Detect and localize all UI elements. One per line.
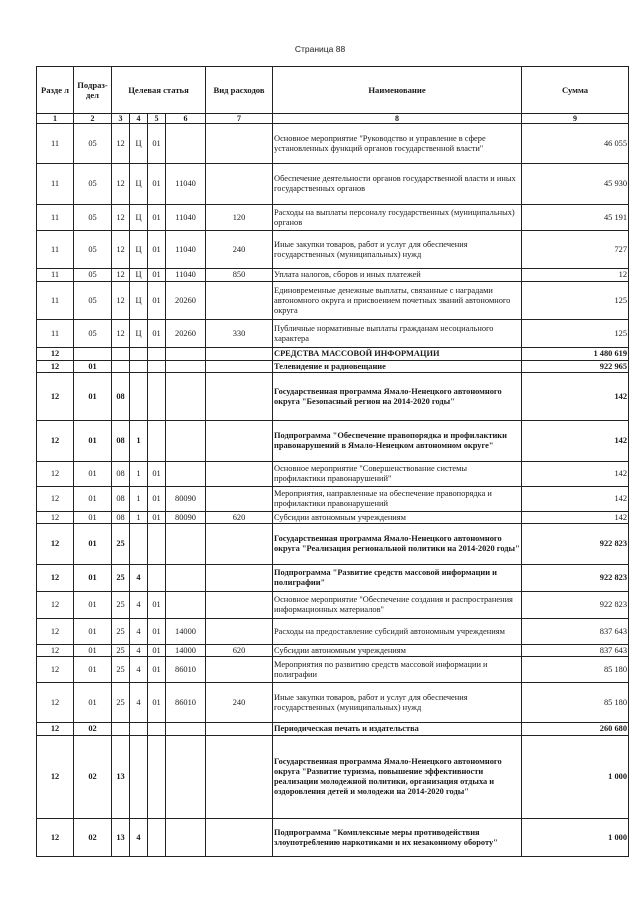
cell-target-2: Ц — [130, 164, 148, 205]
cell-target-2: 4 — [130, 565, 148, 592]
cell-razdel: 12 — [37, 421, 74, 462]
cell-target-2: 4 — [130, 819, 148, 857]
table-row — [37, 512, 629, 524]
cell-target-2: 4 — [130, 683, 148, 723]
cell-razdel: 12 — [37, 348, 74, 361]
cell-target-3: 01 — [148, 487, 166, 512]
cell-target-3: 01 — [148, 124, 166, 164]
cell-podrazdel: 02 — [74, 819, 112, 857]
cell-target-2 — [130, 723, 148, 736]
cell-name: Периодическая печать и издательства — [273, 723, 522, 736]
cell-vid — [206, 736, 273, 819]
cell-vid — [206, 565, 273, 592]
cell-podrazdel: 05 — [74, 164, 112, 205]
cell-target-2 — [130, 524, 148, 565]
cell-razdel: 12 — [37, 487, 74, 512]
cell-name: Расходы на выплаты персоналу государственных (муниципальных) органов — [273, 205, 522, 231]
cell-target-1: 13 — [112, 736, 130, 819]
cell-target-2: 1 — [130, 462, 148, 487]
table-row — [37, 565, 629, 592]
cell-name: Основное мероприятие "Обеспечение создания и распространения информационных материалов" — [273, 592, 522, 619]
cell-sum: 85 180 — [522, 657, 629, 683]
cell-target-4: 11040 — [166, 164, 206, 205]
cell-sum: 85 180 — [522, 683, 629, 723]
cell-sum: 922 823 — [522, 592, 629, 619]
cell-target-1: 12 — [112, 124, 130, 164]
cell-sum: 142 — [522, 512, 629, 524]
cell-target-2: 4 — [130, 645, 148, 657]
cell-razdel: 12 — [37, 619, 74, 645]
cell-sum: 142 — [522, 421, 629, 462]
cell-target-3: 01 — [148, 592, 166, 619]
col-header-razdel: Разде л — [37, 67, 74, 114]
cell-target-1 — [112, 723, 130, 736]
cell-name: Подпрограмма "Обеспечение правопорядка и профилактики правонарушений в Ямало-Ненецком автономном округе" — [273, 421, 522, 462]
table-row — [37, 164, 629, 205]
cell-name: Субсидии автономным учреждениям — [273, 512, 522, 524]
cell-target-2: 4 — [130, 657, 148, 683]
cell-sum: 125 — [522, 320, 629, 348]
col-header-sum: Сумма — [522, 67, 629, 114]
cell-sum: 1 000 — [522, 819, 629, 857]
cell-vid: 120 — [206, 205, 273, 231]
cell-target-1: 08 — [112, 421, 130, 462]
cell-target-2 — [130, 348, 148, 361]
cell-sum: 142 — [522, 462, 629, 487]
cell-name: Основное мероприятие "Совершенствование системы профилактики правонарушений" — [273, 462, 522, 487]
column-number: 3 — [112, 114, 130, 124]
table-row — [37, 819, 629, 857]
table-row — [37, 487, 629, 512]
cell-sum: 837 643 — [522, 619, 629, 645]
cell-name: Подпрограмма "Комплексные меры противодействия злоупотреблению наркотиками и их незаконному обороту" — [273, 819, 522, 857]
cell-razdel: 11 — [37, 164, 74, 205]
cell-target-1 — [112, 361, 130, 373]
cell-sum: 142 — [522, 487, 629, 512]
cell-vid — [206, 592, 273, 619]
cell-sum: 1 480 619 — [522, 348, 629, 361]
cell-target-4: 86010 — [166, 657, 206, 683]
cell-target-3 — [148, 421, 166, 462]
cell-podrazdel: 01 — [74, 592, 112, 619]
cell-razdel: 12 — [37, 657, 74, 683]
col-header-vid: Вид расходов — [206, 67, 273, 114]
cell-vid — [206, 282, 273, 320]
table-row — [37, 320, 629, 348]
cell-target-4 — [166, 462, 206, 487]
cell-name: Подпрограмма "Развитие средств массовой информации и полиграфии" — [273, 565, 522, 592]
table-row — [37, 524, 629, 565]
cell-target-3: 01 — [148, 645, 166, 657]
cell-target-4 — [166, 421, 206, 462]
cell-podrazdel: 05 — [74, 124, 112, 164]
cell-target-2: Ц — [130, 282, 148, 320]
cell-target-3 — [148, 819, 166, 857]
cell-razdel: 12 — [37, 683, 74, 723]
cell-target-4: 11040 — [166, 269, 206, 282]
cell-sum: 922 965 — [522, 361, 629, 373]
cell-target-1: 25 — [112, 645, 130, 657]
cell-vid — [206, 819, 273, 857]
cell-razdel: 11 — [37, 205, 74, 231]
cell-razdel: 12 — [37, 723, 74, 736]
table-row — [37, 231, 629, 269]
header-row — [37, 67, 629, 114]
cell-target-4 — [166, 361, 206, 373]
cell-name: Единовременные денежные выплаты, связанные с наградами автономного округа и присвоением почетных званий автономного округа — [273, 282, 522, 320]
cell-target-3 — [148, 524, 166, 565]
cell-vid: 620 — [206, 645, 273, 657]
column-number: 5 — [148, 114, 166, 124]
cell-target-1 — [112, 348, 130, 361]
cell-sum: 125 — [522, 282, 629, 320]
cell-target-4: 20260 — [166, 282, 206, 320]
cell-vid — [206, 524, 273, 565]
table-row — [37, 592, 629, 619]
cell-razdel: 12 — [37, 524, 74, 565]
cell-target-3: 01 — [148, 269, 166, 282]
cell-podrazdel: 01 — [74, 683, 112, 723]
cell-podrazdel: 02 — [74, 736, 112, 819]
cell-target-4: 80090 — [166, 487, 206, 512]
cell-target-1: 25 — [112, 524, 130, 565]
cell-vid — [206, 421, 273, 462]
cell-target-3: 01 — [148, 205, 166, 231]
cell-target-3 — [148, 736, 166, 819]
cell-sum: 922 823 — [522, 524, 629, 565]
cell-target-1: 12 — [112, 164, 130, 205]
table-row — [37, 683, 629, 723]
cell-target-1: 25 — [112, 565, 130, 592]
cell-target-4 — [166, 524, 206, 565]
cell-target-3: 01 — [148, 619, 166, 645]
cell-podrazdel: 01 — [74, 462, 112, 487]
cell-vid — [206, 348, 273, 361]
cell-vid — [206, 164, 273, 205]
cell-target-1: 25 — [112, 592, 130, 619]
cell-razdel: 12 — [37, 736, 74, 819]
cell-target-3: 01 — [148, 512, 166, 524]
cell-target-2 — [130, 736, 148, 819]
cell-target-2: 4 — [130, 619, 148, 645]
cell-target-3: 01 — [148, 683, 166, 723]
cell-name: Основное мероприятие "Руководство и управление в сфере установленных функций органов государственной власти" — [273, 124, 522, 164]
cell-target-2: 1 — [130, 421, 148, 462]
col-header-podrazdel: Подраз- дел — [74, 67, 112, 114]
cell-target-3 — [148, 723, 166, 736]
cell-name: Мероприятия, направленные на обеспечение правопорядка и профилактики правонарушений — [273, 487, 522, 512]
cell-sum: 922 823 — [522, 565, 629, 592]
cell-name: Государственная программа Ямало-Ненецкого автономного округа "Безопасный регион на 2014-2020 годы" — [273, 373, 522, 421]
column-number: 7 — [206, 114, 273, 124]
cell-podrazdel: 05 — [74, 231, 112, 269]
table-row — [37, 361, 629, 373]
cell-razdel: 12 — [37, 645, 74, 657]
cell-sum: 142 — [522, 373, 629, 421]
cell-vid: 620 — [206, 512, 273, 524]
cell-name: Телевидение и радиовещание — [273, 361, 522, 373]
cell-target-4: 20260 — [166, 320, 206, 348]
cell-target-2 — [130, 373, 148, 421]
cell-target-1: 12 — [112, 269, 130, 282]
cell-podrazdel: 01 — [74, 645, 112, 657]
column-number: 8 — [273, 114, 522, 124]
cell-podrazdel — [74, 348, 112, 361]
cell-target-1: 08 — [112, 512, 130, 524]
cell-podrazdel: 01 — [74, 512, 112, 524]
cell-podrazdel: 01 — [74, 619, 112, 645]
table-row — [37, 205, 629, 231]
cell-name: Иные закупки товаров, работ и услуг для обеспечения государственных (муниципальных) нужд — [273, 231, 522, 269]
table-row — [37, 373, 629, 421]
cell-podrazdel: 05 — [74, 320, 112, 348]
cell-target-4 — [166, 736, 206, 819]
cell-podrazdel: 01 — [74, 421, 112, 462]
col-header-name: Наименование — [273, 67, 522, 114]
cell-podrazdel: 01 — [74, 524, 112, 565]
cell-target-1: 12 — [112, 320, 130, 348]
table-row — [37, 619, 629, 645]
col-header-target: Целевая статья — [112, 67, 206, 114]
cell-sum: 837 643 — [522, 645, 629, 657]
cell-target-4: 80090 — [166, 512, 206, 524]
cell-target-4 — [166, 373, 206, 421]
cell-sum: 12 — [522, 269, 629, 282]
cell-target-4: 86010 — [166, 683, 206, 723]
cell-target-3: 01 — [148, 231, 166, 269]
cell-name: Иные закупки товаров, работ и услуг для обеспечения государственных (муниципальных) нужд — [273, 683, 522, 723]
cell-podrazdel: 01 — [74, 565, 112, 592]
cell-target-2: Ц — [130, 124, 148, 164]
cell-target-3: 01 — [148, 657, 166, 683]
cell-target-1: 08 — [112, 487, 130, 512]
cell-target-2: Ц — [130, 320, 148, 348]
table-row — [37, 269, 629, 282]
cell-target-3 — [148, 565, 166, 592]
cell-razdel: 11 — [37, 282, 74, 320]
cell-name: Публичные нормативные выплаты гражданам несоциального характера — [273, 320, 522, 348]
cell-razdel: 11 — [37, 320, 74, 348]
column-number-row — [37, 114, 629, 124]
cell-target-2: Ц — [130, 231, 148, 269]
cell-target-2: Ц — [130, 205, 148, 231]
cell-razdel: 12 — [37, 512, 74, 524]
cell-sum: 45 191 — [522, 205, 629, 231]
cell-target-1: 08 — [112, 373, 130, 421]
cell-podrazdel: 01 — [74, 487, 112, 512]
cell-razdel: 12 — [37, 592, 74, 619]
cell-target-4 — [166, 723, 206, 736]
cell-vid — [206, 462, 273, 487]
cell-podrazdel: 01 — [74, 657, 112, 683]
cell-target-2 — [130, 361, 148, 373]
cell-target-3: 01 — [148, 282, 166, 320]
cell-target-1: 13 — [112, 819, 130, 857]
cell-razdel: 12 — [37, 819, 74, 857]
cell-target-1: 12 — [112, 282, 130, 320]
column-number: 2 — [74, 114, 112, 124]
cell-target-2: 1 — [130, 487, 148, 512]
cell-razdel: 12 — [37, 361, 74, 373]
cell-target-1: 25 — [112, 683, 130, 723]
column-number: 6 — [166, 114, 206, 124]
cell-podrazdel: 05 — [74, 282, 112, 320]
cell-sum: 727 — [522, 231, 629, 269]
cell-name: Государственная программа Ямало-Ненецкого автономного округа "Реализация региональной политики на 2014-2020 годы" — [273, 524, 522, 565]
cell-razdel: 12 — [37, 565, 74, 592]
column-number: 9 — [522, 114, 629, 124]
cell-target-3: 01 — [148, 462, 166, 487]
cell-target-3 — [148, 373, 166, 421]
table-row — [37, 462, 629, 487]
cell-name: Обеспечение деятельности органов государственной власти и иных государственных органов — [273, 164, 522, 205]
column-number: 4 — [130, 114, 148, 124]
table-row — [37, 645, 629, 657]
budget-table — [36, 66, 629, 857]
cell-razdel: 11 — [37, 231, 74, 269]
cell-podrazdel: 05 — [74, 205, 112, 231]
cell-sum: 1 000 — [522, 736, 629, 819]
table-row — [37, 124, 629, 164]
cell-podrazdel: 01 — [74, 373, 112, 421]
cell-target-4 — [166, 592, 206, 619]
cell-podrazdel: 02 — [74, 723, 112, 736]
cell-target-3 — [148, 348, 166, 361]
cell-podrazdel: 05 — [74, 269, 112, 282]
cell-target-4: 11040 — [166, 231, 206, 269]
cell-razdel: 11 — [37, 124, 74, 164]
cell-name: Уплата налогов, сборов и иных платежей — [273, 269, 522, 282]
cell-target-1: 25 — [112, 657, 130, 683]
cell-target-3: 01 — [148, 320, 166, 348]
table-row — [37, 282, 629, 320]
column-number: 1 — [37, 114, 74, 124]
cell-vid — [206, 487, 273, 512]
cell-sum: 46 055 — [522, 124, 629, 164]
cell-target-4 — [166, 819, 206, 857]
table-row — [37, 348, 629, 361]
cell-target-1: 08 — [112, 462, 130, 487]
cell-razdel: 12 — [37, 462, 74, 487]
cell-razdel: 12 — [37, 373, 74, 421]
page-header: Страница 88 — [294, 44, 346, 54]
cell-vid — [206, 124, 273, 164]
cell-name: СРЕДСТВА МАССОВОЙ ИНФОРМАЦИИ — [273, 348, 522, 361]
cell-target-4: 14000 — [166, 619, 206, 645]
cell-name: Субсидии автономным учреждениям — [273, 645, 522, 657]
cell-vid: 240 — [206, 683, 273, 723]
table-row — [37, 723, 629, 736]
cell-target-1: 12 — [112, 205, 130, 231]
table-row — [37, 736, 629, 819]
cell-target-2: 4 — [130, 592, 148, 619]
cell-target-4 — [166, 348, 206, 361]
cell-sum: 260 680 — [522, 723, 629, 736]
cell-target-4: 11040 — [166, 205, 206, 231]
cell-vid — [206, 361, 273, 373]
cell-target-3: 01 — [148, 164, 166, 205]
cell-target-4 — [166, 565, 206, 592]
cell-target-4: 14000 — [166, 645, 206, 657]
cell-name: Мероприятия по развитию средств массовой информации и полиграфии — [273, 657, 522, 683]
cell-vid — [206, 657, 273, 683]
cell-target-2: 1 — [130, 512, 148, 524]
cell-vid: 850 — [206, 269, 273, 282]
cell-target-3 — [148, 361, 166, 373]
cell-vid: 330 — [206, 320, 273, 348]
cell-vid — [206, 373, 273, 421]
table-row — [37, 657, 629, 683]
cell-name: Государственная программа Ямало-Ненецкого автономного округа "Развитие туризма, повышение эффективности реализации молодежной политики, организация отдыха и оздоровления детей и молодежи на 2014-2020 годы" — [273, 736, 522, 819]
cell-vid — [206, 723, 273, 736]
cell-target-4 — [166, 124, 206, 164]
cell-vid — [206, 619, 273, 645]
cell-razdel: 11 — [37, 269, 74, 282]
table-row — [37, 421, 629, 462]
cell-podrazdel: 01 — [74, 361, 112, 373]
cell-target-1: 25 — [112, 619, 130, 645]
cell-target-1: 12 — [112, 231, 130, 269]
cell-vid: 240 — [206, 231, 273, 269]
cell-sum: 45 930 — [522, 164, 629, 205]
cell-name: Расходы на предоставление субсидий автономным учреждениям — [273, 619, 522, 645]
cell-target-2: Ц — [130, 269, 148, 282]
